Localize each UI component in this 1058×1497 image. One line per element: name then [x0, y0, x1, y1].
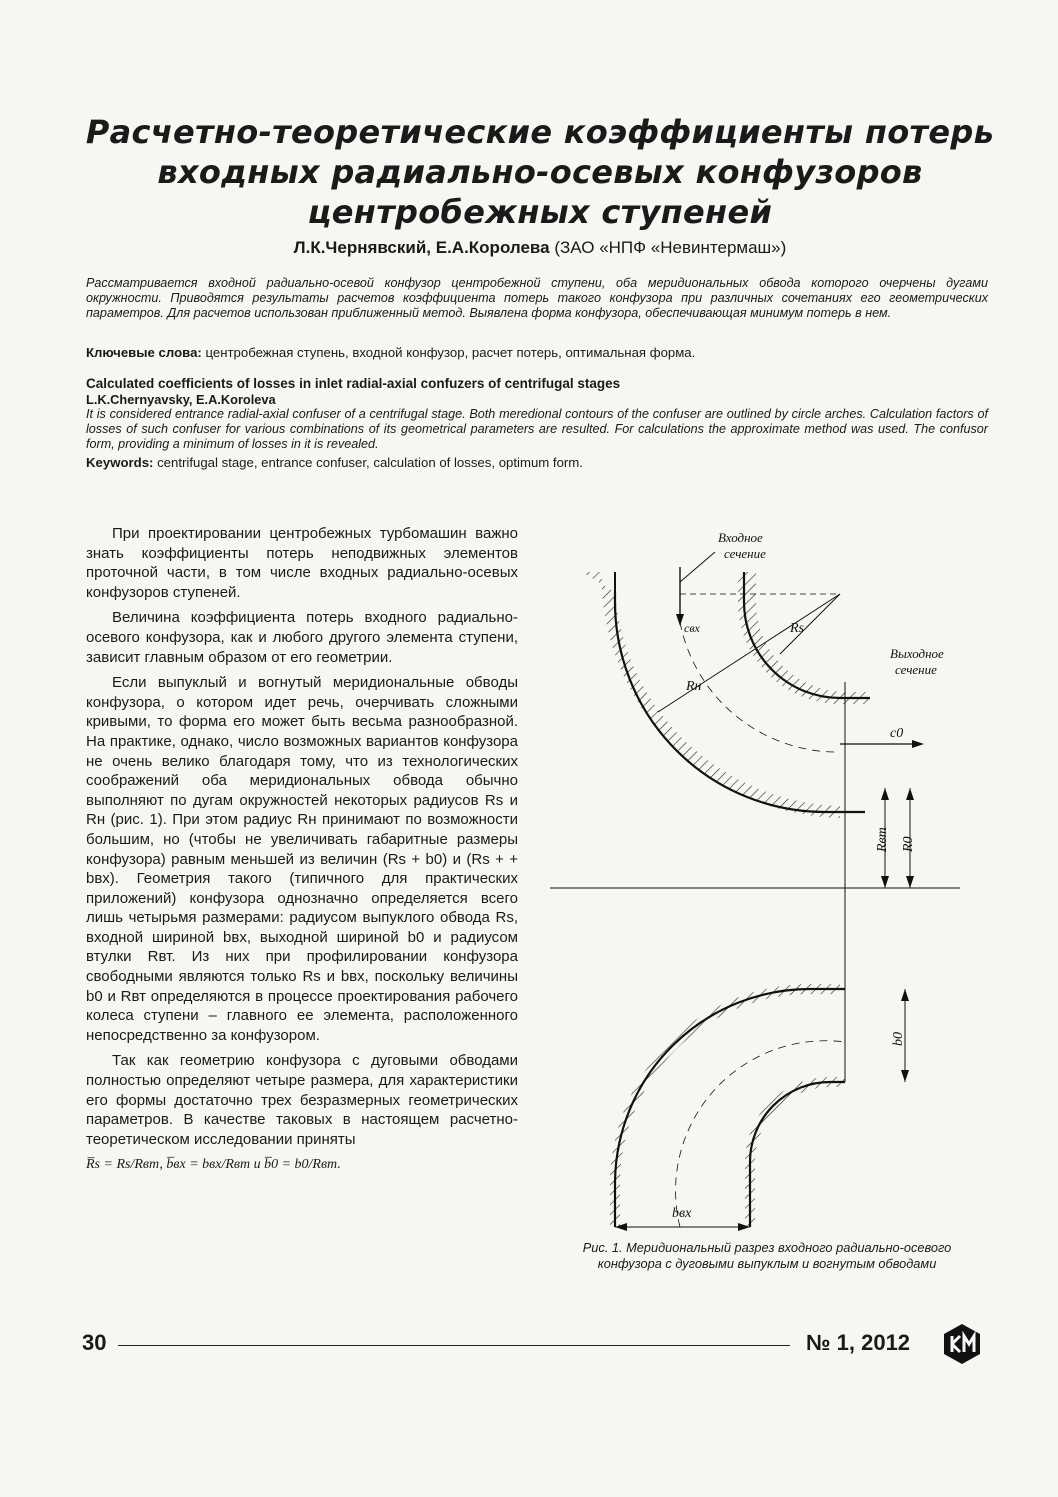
- issue-number: № 1, 2012: [806, 1330, 911, 1355]
- title-line-2: входных радиально-осевых конфузоров: [157, 153, 923, 191]
- abstract-en: It is considered entrance radial-axial confuser of a centrifugal stage. Both meredional contours of the confuser are outlined by circle arches. Calculation factors of losses of such confuser for various combinations of its geometrical parameters are resulted. For calculations the approximate method was used. The confusor form, providing a minimum of losses in it is revealed.: [86, 407, 988, 452]
- label-rvt: Rвт: [875, 827, 890, 852]
- title-line-1: Расчетно-теоретические коэффициенты потерь: [85, 113, 995, 151]
- label-rn: Rн: [686, 679, 702, 694]
- body-paragraph-3: Если выпуклый и вогнутый меридиональные обводы конфузора, о котором идет речь, очерчивать сложными кривыми, то форма его может быть весьма разнообразной. На практике, однако, число возможных вариантов конфузора не очень велико благодаря тому, что из технологических соображений оба меридиональных обвода обычно выполняют по дугам окружностей некоторых радиусов Rs и Rн (рис. 1). При этом радиус Rн принимают по возможности большим, но (чтобы не увеличивать габаритные размеры конфузора) равным меньшей из величин (Rs + b0) и (Rs + + bвх). Геометрия такого (типичного для практических приложений) конфузора однозначно определяется всего лишь четырьмя размерами: радиусом выпуклого обвода Rs, входной шириной bвх, выходной шириной b0 и радиусом втулки Rвт. Из них при профилировании конфузора свободными являются только Rs и bвх, поскольку величины b0 и Rвт определяются в процессе проектирования рабочего колеса ступени – главного ее элемента, расположенного непосредственно за конфузором.: [86, 674, 518, 1044]
- page-number: 30: [82, 1330, 107, 1355]
- body-paragraph-2: Величина коэффициента потерь входного радиально-осевого конфузора, как и любого другого элемента ступени, зависит главным образом от его геометрии.: [86, 609, 518, 666]
- title-line-3: центробежных ступеней: [307, 193, 773, 231]
- footer-rule: [118, 1345, 790, 1346]
- authors-line: [60, 238, 1020, 258]
- label-bvx: bвх: [672, 1206, 692, 1221]
- label-inlet-2: сечение: [724, 546, 766, 561]
- body-paragraph-1: При проектировании центробежных турбомашин важно знать коэффициенты потерь неподвижных элементов проточной части, в том числе входных радиально-осевых конфузоров ступеней.: [86, 525, 518, 601]
- label-outlet-1: Выходное: [890, 646, 944, 661]
- body-formula: R̅s = Rs/Rвт, b̅вх = bвх/Rвт и b̅0 = b0/Rвт.: [86, 1157, 341, 1173]
- english-authors: L.K.Chernyavsky, E.A.Koroleva: [86, 392, 276, 407]
- article-title: [60, 112, 1020, 232]
- keywords-en: [86, 455, 988, 471]
- keywords-en-label: Keywords:: [86, 455, 154, 470]
- body-paragraph-4: Так как геометрию конфузора с дуговыми обводами полностью определяют четыре размера, для характеристики его формы достаточно трех безразмерных геометрических параметров. В качестве таковых в настоящем расчетно-теоретическом исследовании приняты: [86, 1052, 518, 1148]
- outer-contour-lower: [615, 989, 845, 1227]
- label-cvx: cвх: [684, 621, 700, 635]
- keywords-ru-label: Ключевые слова:: [86, 345, 202, 360]
- inner-contour-lower: [750, 1082, 845, 1227]
- english-title: Calculated coefficients of losses in inlet radial-axial confuzers of centrifugal stages: [86, 376, 621, 391]
- label-inlet-1: Входное: [718, 530, 763, 545]
- figure-caption: Рис. 1. Меридиональный разрез входного радиально-осевого конфузора с дуговыми выпуклым и вогнутым обводами: [582, 1240, 952, 1271]
- keywords-en-text: centrifugal stage, entrance confuser, calculation of losses, optimum form.: [153, 455, 583, 470]
- confuser-figure: [540, 522, 990, 1242]
- label-outlet-2: сечение: [895, 662, 937, 677]
- label-r0: R0: [901, 836, 916, 852]
- keywords-ru-text: центробежная ступень, входной конфузор, расчет потерь, оптимальная форма.: [201, 345, 696, 360]
- keywords-ru: [86, 345, 988, 361]
- label-b0: b0: [891, 1032, 906, 1046]
- abstract-ru: Рассматривается входной радиально-осевой конфузор центробежной ступени, оба меридиональных обвода которого очерчены дугами окружности. Приводятся результаты расчетов коэффициента потерь такого конфузора при различных сочетаниях его геометрических параметров. Для расчетов использован приближенный метод. Выявлена форма конфузора, обеспечивающая минимум потерь в нем.: [86, 276, 988, 321]
- author-affiliation: (ЗАО «НПФ «Невинтермаш»): [554, 238, 787, 257]
- body-column: [86, 524, 518, 1181]
- label-rs: Rs: [790, 621, 804, 636]
- inner-contour-upper: [744, 572, 870, 698]
- journal-logo-icon: [940, 1322, 984, 1366]
- author-names: Л.К.Чернявский, Е.А.Королева: [293, 238, 550, 257]
- label-c0: c0: [890, 726, 904, 741]
